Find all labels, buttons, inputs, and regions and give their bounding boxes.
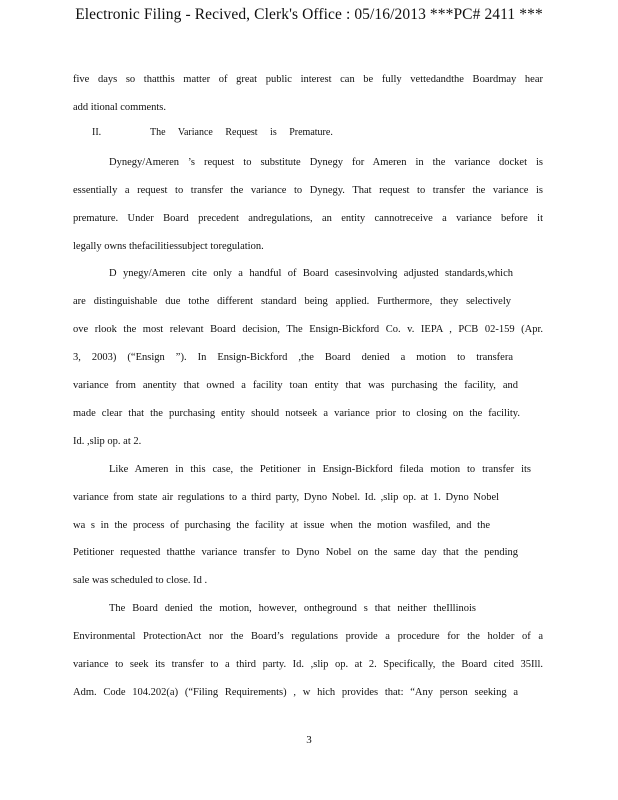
body-line: ove rlook the most relevant Board decision, The Ensign-Bickford Co. v. IEPA , PCB 02-159 (Apr. [73,324,543,335]
body-line: Adm. Code 104.202(a) (“Filing Requirements) , w hich provides that: “Any person seeking a [73,687,518,698]
body-line: variance from state air regulations to a third party, Dyno Nobel. Id. ,slip op. at 1. Dyno Nobel [73,492,500,503]
section-title: The Variance Request is Premature. [150,127,333,138]
body-line: Like Ameren in this case, the Petitioner in Ensign-Bickford fileda motion to transfer its [109,464,531,475]
body-line: legally owns thefacilitiessubject toregulation. [73,241,264,252]
body-line: wa s in the process of purchasing the facility at issue when the motion wasfiled, and the [73,520,490,531]
body-line: 3, 2003) (“Ensign ”). In Ensign-Bickford ,the Board denied a motion to transfera [73,352,513,363]
body-line: Environmental ProtectionAct nor the Board’s regulations provide a procedure for the holder of a [73,631,543,642]
body-line: five days so thatthis matter of great public interest can be fully vettedandthe Boardmay hear [73,74,543,85]
body-line: sale was scheduled to close. Id . [73,575,208,586]
body-line: Petitioner requested thatthe variance transfer to Dyno Nobel on the same day that the pending [73,547,518,558]
section-heading [92,127,333,138]
body-line: Dynegy/Ameren ’s request to substitute Dynegy for Ameren in the variance docket is [109,157,543,168]
electronic-filing-header: Electronic Filing - Recived, Clerk's Office : 05/16/2013 ***PC# 2411 *** [75,6,543,23]
body-line: The Board denied the motion, however, ontheground s that neither theIllinois [109,603,476,614]
section-number: II. [92,127,102,138]
body-line: are distinguishable due tothe different standard being applied. Furthermore, they selectively [73,296,511,307]
body-line: D ynegy/Ameren cite only a handful of Board casesinvolving adjusted standards,which [109,268,513,279]
body-line: variance to seek its transfer to a third party. Id. ,slip op. at 2. Specifically, the Board cited 35Ill. [73,659,543,670]
body-line: add itional comments. [73,102,167,113]
body-line: Id. ,slip op. at 2. [73,436,142,447]
body-line: variance from anentity that owned a facility toan entity that was purchasing the facility, and [73,380,518,391]
body-line: essentially a request to transfer the variance to Dynegy. That request to transfer the variance is [73,185,543,196]
page-number: 3 [306,734,312,746]
body-line: premature. Under Board precedent andregulations, an entity cannotreceive a variance before it [73,213,543,224]
body-line: made clear that the purchasing entity should notseek a variance prior to closing on the facility. [73,408,520,419]
